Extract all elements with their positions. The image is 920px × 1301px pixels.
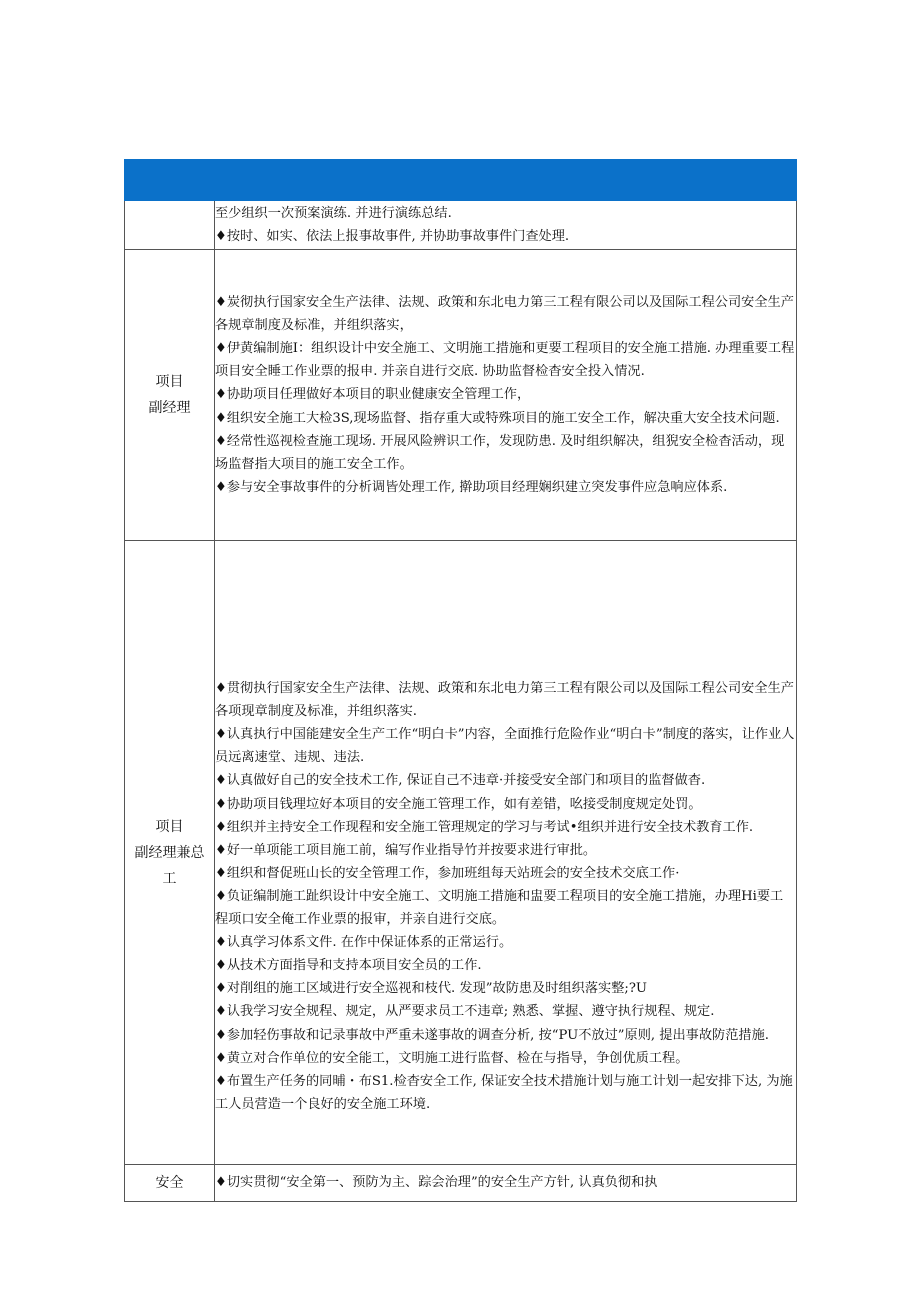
duty-item: ♦参加轻伤事故和记录事故中严重未遂事故的调查分析, 按“PU不放过”原则, 提出事故防范措施. <box>215 1027 769 1043</box>
duty-item: ♦黄立对合作单位的安全能工，文明施工进行监督、检在与指导，争创优质工程。 <box>215 1050 689 1066</box>
duty-item: ♦对削组的施工区域进行安全巡视和枝代. 发现”故防患及时组织落实整;?U <box>215 981 648 997</box>
blank-space <box>215 589 796 677</box>
duty-line: 至少组织一次预案演练. 并进行演练总结. <box>215 205 452 221</box>
duty-item: ♦从技术方面指导和支持本项目安全员的工作. <box>215 958 482 974</box>
duty-item: ♦协助项目任理做好本项目的职业健康安全管理工作， <box>215 387 531 403</box>
duty-item: ♦切实贯彻“安全第一、预防为主、踪会治理”的安全生产方针, 认真负彻和执 <box>215 1175 658 1191</box>
duty-item: ♦经常性巡视检查施工现场. 开展风险辨识工作，发现防患. 及时组织解决，组猊安全检杳活动，现场监督指大项目的施工安全工作。 <box>215 433 785 472</box>
header-cell-role <box>125 160 215 201</box>
duty-item: ♦认真做好自己的安全技术工作, 保证自己不违章·并接受安全部门和项目的监督做杳. <box>215 773 706 789</box>
duty-item: ♦布置生产任务的同晡・布S1.检杳安全工作, 保证安全技术措施计划与施工计划一起安排下达, 为施工人员营造一个良好的安全施工环境. <box>215 1073 793 1112</box>
role-line: 安全 <box>155 1175 184 1191</box>
duty-item: ♦协助项目钱理垃好本项目的安全施工管理工作，如有差错，吆接受制度规定处罚。 <box>215 796 702 812</box>
duty-item: ♦好一单项能工项目施工前，编写作业指导竹并按要求进行审批。 <box>215 842 597 858</box>
role-cell <box>125 1165 215 1202</box>
role-line: 副经理兼总 <box>134 844 205 861</box>
duty-item: ♦负证编制施工趾织设计中安全施工、文明施工措施和盅要工程项目的安全施工措施，办理Hi要工程项口安全俺工作业票的报审，并亲自进行交底。 <box>215 888 784 928</box>
duty-item: ♦伊黄编制施I：组织设计中安全施工、文明施工措施和更要工程项目的安全施工措施. 办理重要工程项目安全睡工作业票的报申. 并亲自进行交底. 协助监督检杳安全投入情况. <box>215 341 795 380</box>
duty-item: ♦炭彻执行国家安全生产法律、法规、政策和东北电力第三工程有限公司以及国际工程公司安全生产各规章制度及标准，并组织落实， <box>215 295 794 334</box>
duty-item: ♦参与安全事故事件的分析调皆处理工作, 擀助项目经理娴织建立突发事件应急响应体系. <box>215 479 728 495</box>
role-cell-empty <box>125 201 215 250</box>
duty-item: ♦组织安全施工大检3S,现场监督、指存重大或特殊项目的施工安全工作，解决重大安全技术问题. <box>215 410 780 426</box>
table-row <box>125 1165 797 1202</box>
table-row <box>125 201 797 250</box>
role-line: 项目 <box>155 374 184 390</box>
duty-table <box>124 159 797 1202</box>
duty-line: ♦按时、如实、依法上报事故事件, 并协助事故事件门查处理. <box>215 229 570 244</box>
table-header-row <box>125 160 797 201</box>
role-line: 项目 <box>155 818 184 835</box>
duties-cell <box>215 1165 797 1202</box>
table-row <box>125 541 797 1165</box>
duty-item: ♦组织并主持安全工作现程和安全施工管理规定的学习与考试•组织并进行安全技术教育工作. <box>215 819 754 835</box>
duty-item: ♦组织和督促班山长的安全管理工作，参加班组每天站班会的安全技术交底工作· <box>215 865 680 881</box>
role-line: 工 <box>162 870 177 887</box>
role-cell <box>125 250 215 541</box>
duty-item: ♦认我学习安全规程、规定，从严要求员工不违章; 熟悉、掌握、遵守执行规程、规定. <box>215 1004 715 1020</box>
duties-cell <box>215 541 797 1165</box>
duties-cell <box>215 201 797 250</box>
duty-item: ♦贯彻执行国家安全生产法律、法规、政策和东北电力第三工程有限公司以及国际工程公司安全生产各项现章制度及标准，并组织落实. <box>215 681 794 720</box>
role-cell <box>125 541 215 1165</box>
duty-item: ♦认真执行中国能建安全生产工作“明白卡”内容，全面推行危险作业“明白卡”制度的落实，让作业人员远离速堂、违规、违法. <box>215 727 795 766</box>
table-row <box>125 250 797 541</box>
header-cell-duties <box>215 160 797 201</box>
duties-cell <box>215 250 797 541</box>
role-line: 副经理 <box>148 400 191 416</box>
duty-item: ♦认真学习体系文件. 在作中保证体系的正常运行。 <box>215 935 513 951</box>
